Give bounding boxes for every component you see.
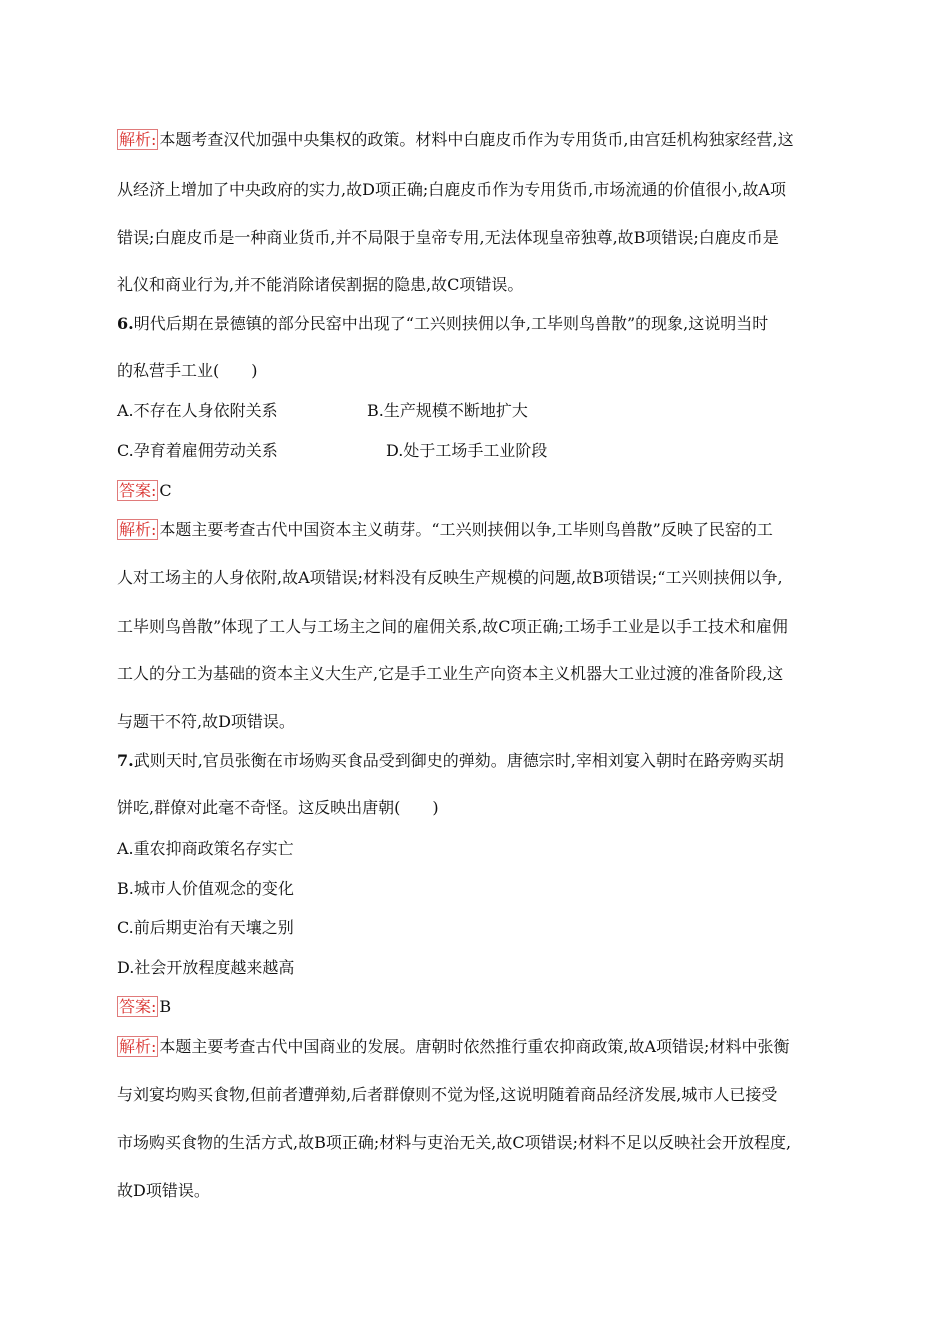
q7-stem-line-1: [117, 751, 850, 771]
q7-analysis-line-1: [117, 1037, 850, 1057]
q6-analysis-line-3: 工毕则鸟兽散”体现了工人与工场主之间的雇佣关系,故C项正确;工场手工业是以手工技术和雇佣: [117, 617, 788, 636]
q7-analysis-line-4: 故D项错误。: [117, 1181, 210, 1200]
q7-analysis-line-3: 市场购买食物的生活方式,故B项正确;材料与吏治无关,故C项错误;材料不足以反映社会开放程度,: [117, 1133, 792, 1152]
q6-option-d: D.处于工场手工业阶段: [386, 441, 548, 460]
q5-analysis-line-4: 礼仪和商业行为,并不能消除诸侯割据的隐患,故C项错误。: [117, 275, 524, 294]
q5-analysis-text: 本题考查汉代加强中央集权的政策。材料中白鹿皮币作为专用货币,由宫廷机构独家经营,这: [159, 130, 794, 149]
q7-answer-line: [117, 997, 850, 1017]
q7-stem-line-2: 饼吃,群僚对此毫不奇怪。这反映出唐朝( ): [117, 798, 439, 817]
q6-option-c: C.孕育着雇佣劳动关系: [117, 441, 278, 460]
q7-analysis-line-2: 与刘宴均购买食物,但前者遭弹劾,后者群僚则不觉为怪,这说明随着商品经济发展,城市人已接受: [117, 1085, 778, 1104]
q6-analysis-line-1: [117, 520, 850, 540]
q6-option-a: A.不存在人身依附关系: [117, 401, 278, 420]
q7-option-a: A.重农抑商政策名存实亡: [117, 839, 294, 858]
answer-label: 答案:: [119, 997, 157, 1016]
q7-number: 7.: [117, 751, 134, 770]
q6-option-b: B.生产规模不断地扩大: [367, 401, 528, 420]
q7-stem-text: 武则天时,官员张衡在市场购买食品受到御史的弹劾。唐德宗时,宰相刘宴入朝时在路旁购买胡: [133, 751, 784, 770]
q6-analysis-line-2: 人对工场主的人身依附,故A项错误;材料没有反映生产规模的问题,故B项错误;“工兴则挟佣以争,: [117, 568, 783, 587]
q7-answer-value: B: [159, 997, 172, 1016]
q7-option-d: D.社会开放程度越来越高: [117, 958, 295, 977]
q6-number: 6.: [117, 314, 134, 333]
q6-stem-line-1: [117, 314, 850, 334]
q6-stem-line-2: 的私营手工业( ): [117, 361, 258, 380]
answer-label: 答案:: [119, 481, 157, 500]
q5-analysis-line-3: 错误;白鹿皮币是一种商业货币,并不局限于皇帝专用,无法体现皇帝独尊,故B项错误;白鹿皮币是: [117, 228, 779, 247]
analysis-label: 解析:: [119, 130, 157, 149]
analysis-label: 解析:: [119, 1037, 157, 1056]
q7-option-b: B.城市人价值观念的变化: [117, 879, 294, 898]
q5-analysis-line-2: 从经济上增加了中央政府的实力,故D项正确;白鹿皮币作为专用货币,市场流通的价值很小,故A项: [117, 180, 787, 199]
q7-analysis-text: 本题主要考查古代中国商业的发展。唐朝时依然推行重农抑商政策,故A项错误;材料中张衡: [159, 1037, 790, 1056]
q6-analysis-line-4: 工人的分工为基础的资本主义大生产,它是手工业生产向资本主义机器大工业过渡的准备阶段,这: [117, 664, 784, 683]
q5-analysis-line-1: [117, 130, 850, 150]
q6-stem-text: 明代后期在景德镇的部分民窑中出现了“工兴则挟佣以争,工毕则鸟兽散”的现象,这说明当时: [133, 314, 769, 333]
q6-answer-value: C: [159, 481, 172, 500]
analysis-label: 解析:: [119, 520, 157, 539]
q6-answer-line: [117, 481, 850, 501]
q6-analysis-line-5: 与题干不符,故D项错误。: [117, 712, 295, 731]
q6-analysis-text: 本题主要考查古代中国资本主义萌芽。“工兴则挟佣以争,工毕则鸟兽散”反映了民窑的工: [159, 520, 773, 539]
q7-option-c: C.前后期吏治有天壤之别: [117, 918, 294, 937]
